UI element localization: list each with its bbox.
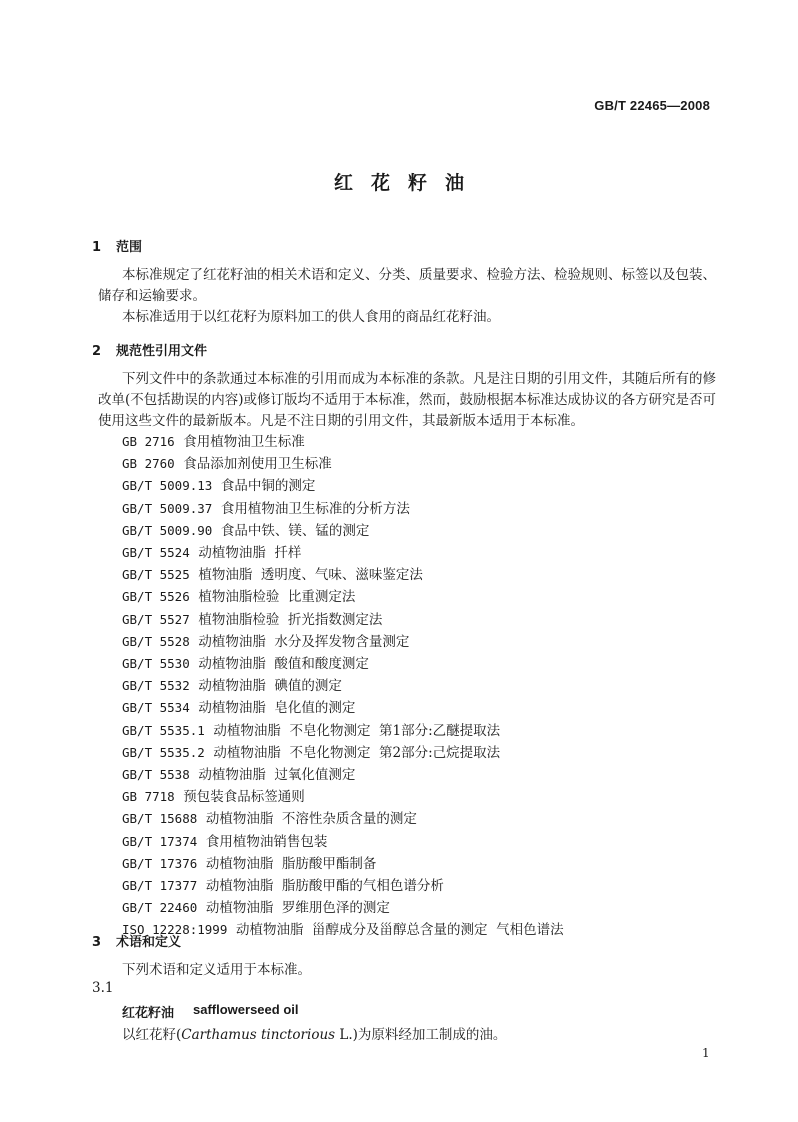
section-title: 术语和定义 bbox=[116, 935, 182, 950]
reference-title: 动植物油脂 甾醇成分及甾醇总含量的测定 气相色谱法 bbox=[227, 922, 564, 939]
reference-title: 植物油脂 透明度、气味、滋味鉴定法 bbox=[189, 567, 423, 584]
reference-code: GB/T 17374 bbox=[122, 833, 198, 849]
reference-title: 动植物油脂 脂肪酸甲酯的气相色谱分析 bbox=[197, 878, 444, 895]
reference-item bbox=[122, 897, 564, 919]
reference-code: GB/T 17376 bbox=[122, 855, 198, 871]
reference-item bbox=[122, 808, 564, 830]
reference-code: GB/T 5525 bbox=[122, 567, 190, 583]
definition-suffix: L.)为原料经加工制成的油。 bbox=[335, 1027, 507, 1043]
reference-code: GB/T 17377 bbox=[122, 878, 198, 894]
reference-title: 植物油脂检验 比重测定法 bbox=[189, 589, 356, 606]
reference-code: GB/T 5528 bbox=[122, 633, 190, 649]
reference-code: GB/T 5009.13 bbox=[122, 478, 213, 494]
reference-item bbox=[122, 875, 564, 897]
reference-title: 食品添加剂使用卫生标准 bbox=[174, 456, 332, 473]
reference-title: 动植物油脂 罗维朋色泽的测定 bbox=[197, 900, 390, 917]
reference-title: 动植物油脂 水分及挥发物含量测定 bbox=[189, 633, 410, 650]
reference-item bbox=[122, 609, 564, 631]
reference-item bbox=[122, 431, 564, 453]
reference-title: 食用植物油销售包装 bbox=[197, 833, 328, 850]
reference-code: GB 7718 bbox=[122, 789, 175, 805]
reference-list bbox=[122, 431, 564, 942]
reference-title: 动植物油脂 不皂化物测定 第1部分:乙醚提取法 bbox=[204, 722, 501, 739]
reference-code: GB/T 5524 bbox=[122, 545, 190, 561]
term-english: safflowerseed oil bbox=[193, 1002, 299, 1017]
reference-code: GB/T 5535.2 bbox=[122, 744, 205, 760]
reference-code: GB 2716 bbox=[122, 434, 175, 449]
term-chinese: 红花籽油 bbox=[122, 1006, 175, 1021]
reference-title: 动植物油脂 脂肪酸甲酯制备 bbox=[197, 855, 377, 872]
reference-item bbox=[122, 520, 564, 542]
page-number: 1 bbox=[702, 1046, 710, 1060]
reference-code: GB/T 5009.90 bbox=[122, 522, 213, 538]
section-title: 规范性引用文件 bbox=[116, 344, 208, 359]
reference-code: GB/T 5526 bbox=[122, 589, 190, 605]
reference-item bbox=[122, 786, 564, 808]
terms-intro: 下列术语和定义适用于本标准。 bbox=[122, 962, 311, 978]
reference-item bbox=[122, 564, 564, 586]
section-1-heading bbox=[92, 236, 142, 255]
reference-code: GB/T 5009.37 bbox=[122, 500, 213, 516]
reference-title: 食品中铁、镁、锰的测定 bbox=[212, 522, 370, 539]
reference-code: GB/T 5538 bbox=[122, 767, 190, 783]
reference-item bbox=[122, 764, 564, 786]
reference-title: 食用植物油卫生标准的分析方法 bbox=[212, 500, 410, 517]
reference-item bbox=[122, 498, 564, 520]
reference-item bbox=[122, 653, 564, 675]
term-entry-number: 3.1 bbox=[92, 980, 114, 996]
reference-item bbox=[122, 720, 564, 742]
reference-item bbox=[122, 742, 564, 764]
reference-item bbox=[122, 475, 564, 497]
reference-title: 动植物油脂 酸值和酸度测定 bbox=[189, 656, 369, 673]
reference-title: 植物油脂检验 折光指数测定法 bbox=[189, 611, 383, 628]
reference-title: 食用植物油卫生标准 bbox=[174, 434, 305, 450]
reference-item bbox=[122, 853, 564, 875]
document-title: 红花籽油 bbox=[333, 172, 482, 194]
reference-code: GB/T 5535.1 bbox=[122, 722, 205, 738]
reference-title: 动植物油脂 扦样 bbox=[189, 545, 302, 562]
reference-code: GB/T 5530 bbox=[122, 656, 190, 672]
scope-paragraph-1: 本标准规定了红花籽油的相关术语和定义、分类、质量要求、检验方法、检验规则、标签以及包装、储存和运输要求。 bbox=[98, 267, 716, 304]
standard-number: GB/T 22465—2008 bbox=[594, 98, 710, 113]
normative-intro: 下列文件中的条款通过本标准的引用而成为本标准的条款。凡是注日期的引用文件，其随后所有的修改单(不包括勘误的内容)或修订版均不适用于本标准，然而，鼓励根据本标准达成协议的各方研究是否可使用这些文件的最新版本。凡是不注日期的引用文件，其最新版本适用于本标准。 bbox=[98, 371, 717, 429]
reference-item bbox=[122, 542, 564, 564]
reference-code: GB/T 22460 bbox=[122, 900, 198, 916]
reference-item bbox=[122, 453, 564, 475]
scope-paragraph-2: 本标准适用于以红花籽为原料加工的供人食用的商品红花籽油。 bbox=[122, 309, 500, 325]
reference-title: 动植物油脂 碘值的测定 bbox=[189, 678, 342, 695]
reference-code: GB/T 5532 bbox=[122, 678, 190, 694]
reference-code: ISO 12228:1999 bbox=[122, 922, 228, 938]
reference-item bbox=[122, 631, 564, 653]
section-number: 3 bbox=[92, 935, 102, 950]
reference-title: 食品中铜的测定 bbox=[212, 478, 316, 495]
reference-code: GB/T 5534 bbox=[122, 700, 190, 716]
reference-title: 动植物油脂 不皂化物测定 第2部分:己烷提取法 bbox=[204, 744, 501, 761]
reference-title: 动植物油脂 皂化值的测定 bbox=[189, 700, 356, 717]
reference-item bbox=[122, 675, 564, 697]
section-number: 1 bbox=[92, 240, 102, 255]
reference-item bbox=[122, 919, 564, 941]
reference-item bbox=[122, 697, 564, 719]
reference-item bbox=[122, 586, 564, 608]
latin-species-name: Carthamus tinctorious bbox=[181, 1027, 336, 1043]
reference-item bbox=[122, 831, 564, 853]
reference-title: 动植物油脂 过氧化值测定 bbox=[189, 767, 356, 784]
reference-code: GB 2760 bbox=[122, 456, 175, 472]
reference-code: GB/T 15688 bbox=[122, 811, 198, 827]
reference-code: GB/T 5527 bbox=[122, 611, 190, 627]
section-2-heading bbox=[92, 340, 207, 359]
section-number: 2 bbox=[92, 344, 102, 359]
definition-prefix: 以红花籽( bbox=[122, 1027, 182, 1043]
reference-title: 动植物油脂 不溶性杂质含量的测定 bbox=[197, 811, 417, 828]
section-title: 范围 bbox=[116, 240, 143, 255]
section-3-heading bbox=[92, 931, 181, 950]
reference-title: 预包装食品标签通则 bbox=[174, 789, 305, 806]
term-definition bbox=[122, 1023, 506, 1043]
